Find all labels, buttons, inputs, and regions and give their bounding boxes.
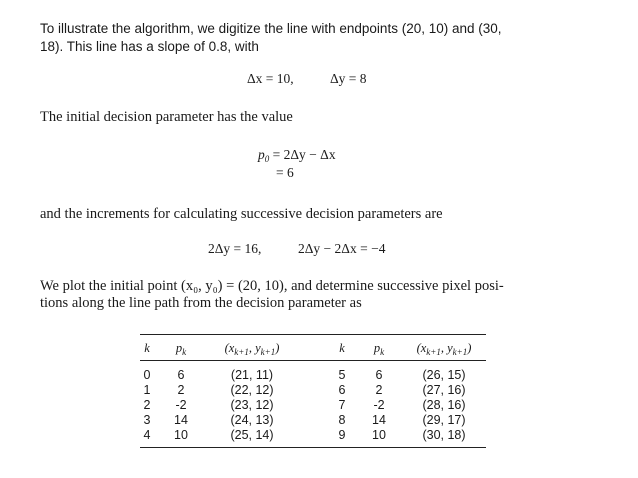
table-cell-left-xy: (25, 14) xyxy=(230,428,274,442)
intro-line-2: 18). This line has a slope of 0.8, with xyxy=(40,39,259,54)
table-top-rule xyxy=(140,334,486,335)
table-cell-left-p: 10 xyxy=(174,428,188,442)
equation-increment-b: 2Δy − 2Δx = −4 xyxy=(298,241,386,256)
p0-subscript: 0 xyxy=(264,154,270,164)
table-cell-right-xy: (29, 17) xyxy=(422,413,466,427)
table-cell-left-k: 2 xyxy=(143,398,151,412)
plot-text-line-1: We plot the initial point (x₀, y₀) = (20, 10), and determine successive pixel posi- xyxy=(40,278,504,294)
header-k-right: k xyxy=(339,341,345,355)
header-xy-right: ($x_{k+1}$, $y_{k+1}$) xyxy=(416,341,472,357)
table-cell-right-p: 2 xyxy=(375,383,383,397)
table-cell-left-xy: (22, 12) xyxy=(230,383,274,397)
table-cell-right-k: 9 xyxy=(338,428,346,442)
header-pk-right: $p_k$ xyxy=(373,341,385,357)
table-cell-left-p: 14 xyxy=(174,413,188,427)
table-cell-right-xy: (28, 16) xyxy=(422,398,466,412)
equation-increment-a: 2Δy = 16, xyxy=(208,241,262,256)
table-cell-right-xy: (27, 16) xyxy=(422,383,466,397)
increments-text: and the increments for calculating successive decision parameters are xyxy=(40,206,443,222)
p0-rhs-line2: = 6 xyxy=(276,165,294,180)
table-cell-right-p: 14 xyxy=(372,413,386,427)
table-cell-right-xy: (26, 15) xyxy=(422,368,466,382)
initial-parameter-text: The initial decision parameter has the value xyxy=(40,109,293,125)
table-cell-left-xy: (23, 12) xyxy=(230,398,274,412)
p0-symbol: p xyxy=(258,147,265,162)
intro-line-1: To illustrate the algorithm, we digitize the line with endpoints (20, 10) and (30, xyxy=(40,21,502,36)
table-cell-left-k: 3 xyxy=(143,413,151,427)
table-bottom-rule xyxy=(140,447,486,448)
table-cell-left-k: 0 xyxy=(143,368,151,382)
header-xy-left: ($x_{k+1}$, $y_{k+1}$) xyxy=(224,341,280,357)
table-cell-left-k: 1 xyxy=(143,383,151,397)
table-cell-left-xy: (24, 13) xyxy=(230,413,274,427)
table-cell-right-k: 8 xyxy=(338,413,346,427)
header-k-left: k xyxy=(144,341,150,355)
table-cell-left-k: 4 xyxy=(143,428,151,442)
table-cell-right-p: 6 xyxy=(375,368,383,382)
table-cell-left-p: -2 xyxy=(175,398,187,412)
table-cell-right-p: -2 xyxy=(373,398,385,412)
table-cell-right-k: 7 xyxy=(338,398,346,412)
table-cell-right-xy: (30, 18) xyxy=(422,428,466,442)
table-cell-right-k: 6 xyxy=(338,383,346,397)
table-cell-left-xy: (21, 11) xyxy=(230,368,274,382)
table-cell-right-p: 10 xyxy=(372,428,386,442)
plot-text-line-2: tions along the line path from the decision parameter as xyxy=(40,295,362,311)
equation-delta-y: Δy = 8 xyxy=(330,71,367,86)
table-cell-left-p: 2 xyxy=(177,383,185,397)
equation-delta-x: Δx = 10, xyxy=(247,71,294,86)
header-pk-left: $p_k$ xyxy=(175,341,187,357)
equation-p0 xyxy=(258,147,336,164)
table-cell-left-p: 6 xyxy=(177,368,185,382)
table-cell-right-k: 5 xyxy=(338,368,346,382)
p0-rhs-line1: = 2Δy − Δx xyxy=(272,147,336,162)
table-header-rule xyxy=(140,360,486,361)
